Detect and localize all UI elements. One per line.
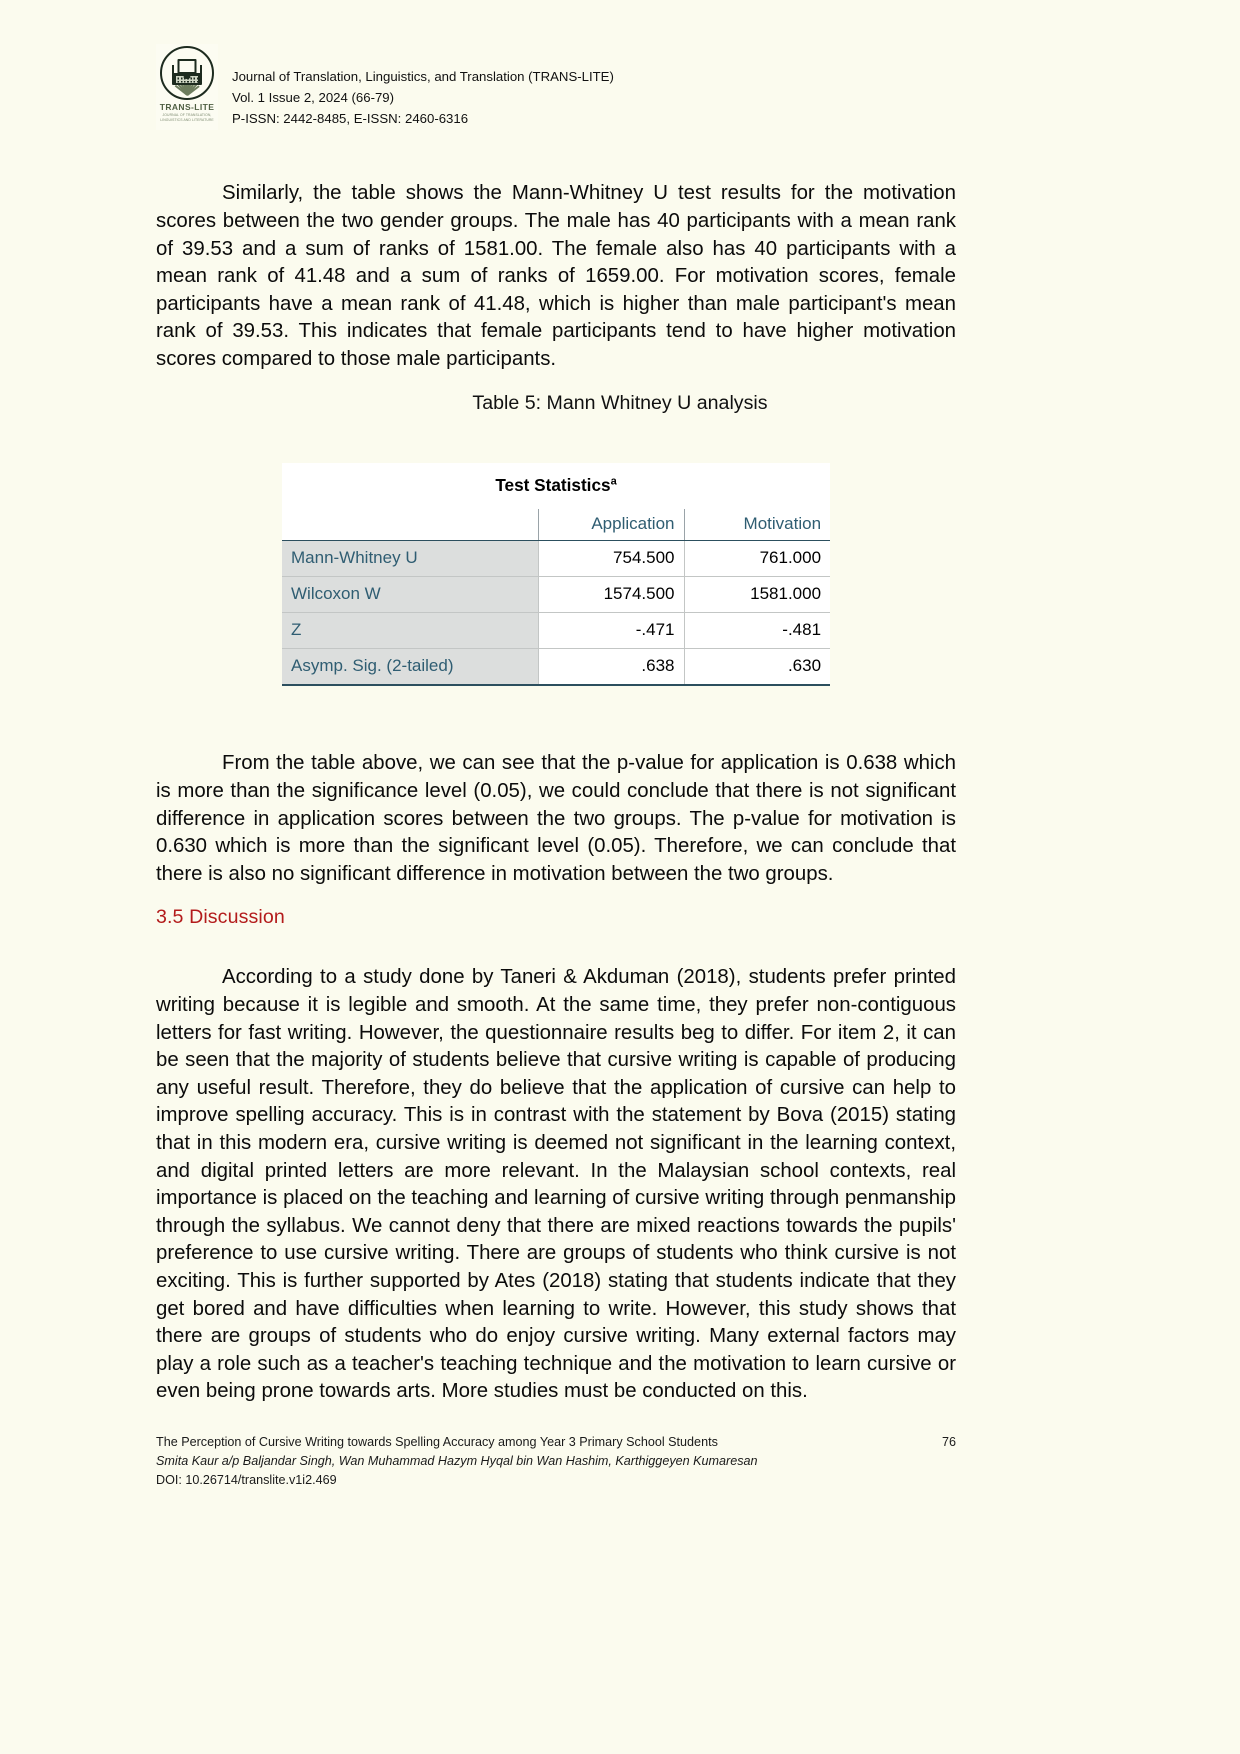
spss-cell-asymp-sig-application: .638: [538, 649, 684, 685]
spss-row-label-asymp-sig: Asymp. Sig. (2-tailed): [282, 649, 538, 685]
spss-title-footnote-marker: a: [610, 475, 617, 488]
page-number: 76: [941, 1435, 956, 1449]
logo-wordmark: TRANS-LITE: [159, 102, 215, 112]
spss-cell-z-motivation: -.481: [684, 613, 830, 649]
spss-row-label-z: Z: [282, 613, 538, 649]
spss-cell-wilcoxon-w-motivation: 1581.000: [684, 577, 830, 613]
logo-subtext: JOURNAL OF TRANSLATION, LINGUISTICS AND LITERATURE: [160, 113, 214, 122]
spss-row-label-wilcoxon-w: Wilcoxon W: [282, 577, 538, 613]
spss-cell-asymp-sig-motivation: .630: [684, 649, 830, 685]
table-caption: Table 5: Mann Whitney U analysis: [472, 392, 768, 414]
spss-column-header-motivation: Motivation: [684, 509, 830, 541]
spss-row-label-mann-whitney-u: Mann-Whitney U: [282, 541, 538, 577]
spss-cell-mann-whitney-u-application: 754.500: [538, 541, 684, 577]
footer-title-row: [156, 1433, 956, 1452]
masthead-text: [232, 44, 614, 129]
table-row: [282, 649, 830, 685]
table-row: [282, 577, 830, 613]
spss-cell-wilcoxon-w-application: 1574.500: [538, 577, 684, 613]
table-row: [282, 541, 830, 577]
spss-table-title: [282, 463, 830, 509]
spss-table-title-text: Test Statistics: [495, 475, 611, 495]
journal-logo: [156, 44, 218, 130]
spss-test-statistics-table: [282, 463, 830, 686]
spss-corner-cell: [282, 509, 538, 541]
table-row: [282, 613, 830, 649]
journal-name: Journal of Translation, Linguistics, and Translation (TRANS-LITE): [232, 69, 614, 84]
section-heading-discussion: 3.5 Discussion: [156, 906, 285, 928]
typewriter-knob: [184, 75, 191, 79]
spss-column-header-application: Application: [538, 509, 684, 541]
journal-volume: Vol. 1 Issue 2, 2024 (66-79): [232, 90, 395, 105]
paragraph-discussion: [156, 964, 956, 1406]
spss-cell-z-application: -.471: [538, 613, 684, 649]
page-footer: [156, 1433, 956, 1490]
journal-issn: P-ISSN: 2442-8485, E-ISSN: 2460-6316: [232, 111, 469, 126]
journal-masthead: [156, 44, 614, 130]
paragraph-similarly-text: Similarly, the table shows the Mann-Whitney U test results for the motivation scores between the two gender groups. The male has 40 participants with a mean rank of 39.53 and a sum of ranks of 1581.00. The female also has 40 participants with a mean rank of 41.48 and a sum of ranks of 1659.00. For motivation scores, female participants have a mean rank of 41.48, which is higher than male participant's mean rank of 39.53. This indicates that female participants tend to have higher motivation scores compared to those male participants.: [156, 182, 956, 370]
spss-table-bottom-rule: [282, 684, 830, 686]
footer-authors: Smita Kaur a/p Baljandar Singh, Wan Muhammad Hazym Hyqal bin Wan Hashim, Karthiggeyen Kumaresan: [156, 1454, 758, 1468]
footer-article-title: The Perception of Cursive Writing towards Spelling Accuracy among Year 3 Primary School Students: [156, 1435, 718, 1449]
paragraph-from-table: [156, 750, 956, 888]
paragraph-discussion-text: According to a study done by Taneri & Akduman (2018), students prefer printed writing because it is legible and smooth. At the same time, they prefer non-contiguous letters for fast writing. However, the questionnaire results beg to differ. For item 2, it can be seen that the majority of students believe that cursive writing is capable of producing any useful result. Therefore, they do believe that the application of cursive can help to improve spelling accuracy. This is in contrast with the statement by Bova (2015) stating that in this modern era, cursive writing is deemed not significant in the learning context, and digital printed letters are more relevant. In the Malaysian school contexts, real importance is placed on the teaching and learning of cursive writing through penmanship through the syllabus. We cannot deny that there are mixed reactions towards the pupils' preference to use cursive writing. There are groups of students who think cursive is not exciting. This is further supported by Ates (2018) stating that students indicate that they get bored and have difficulties when learning to write. However, this study shows that there are groups of students who do enjoy cursive writing. Many external factors may play a role such as a teacher's teaching technique and the motivation to learn cursive or even being prone towards arts. More studies must be conducted on this.: [156, 966, 956, 1403]
paragraph-from-table-text: From the table above, we can see that the p-value for application is 0.638 which is more than the significance level (0.05), we could conclude that there is not significant difference in application scores between the two groups. The p-value for motivation is 0.630 which is more than the significant level (0.05). Therefore, we can conclude that there is also no significant difference in motivation between the two groups.: [156, 752, 956, 885]
footer-doi: DOI: 10.26714/translite.v1i2.469: [156, 1473, 337, 1487]
typewriter-paper: [178, 59, 197, 74]
spss-cell-mann-whitney-u-motivation: 761.000: [684, 541, 830, 577]
paragraph-similarly: [156, 180, 956, 373]
typewriter-icon: [160, 46, 214, 100]
